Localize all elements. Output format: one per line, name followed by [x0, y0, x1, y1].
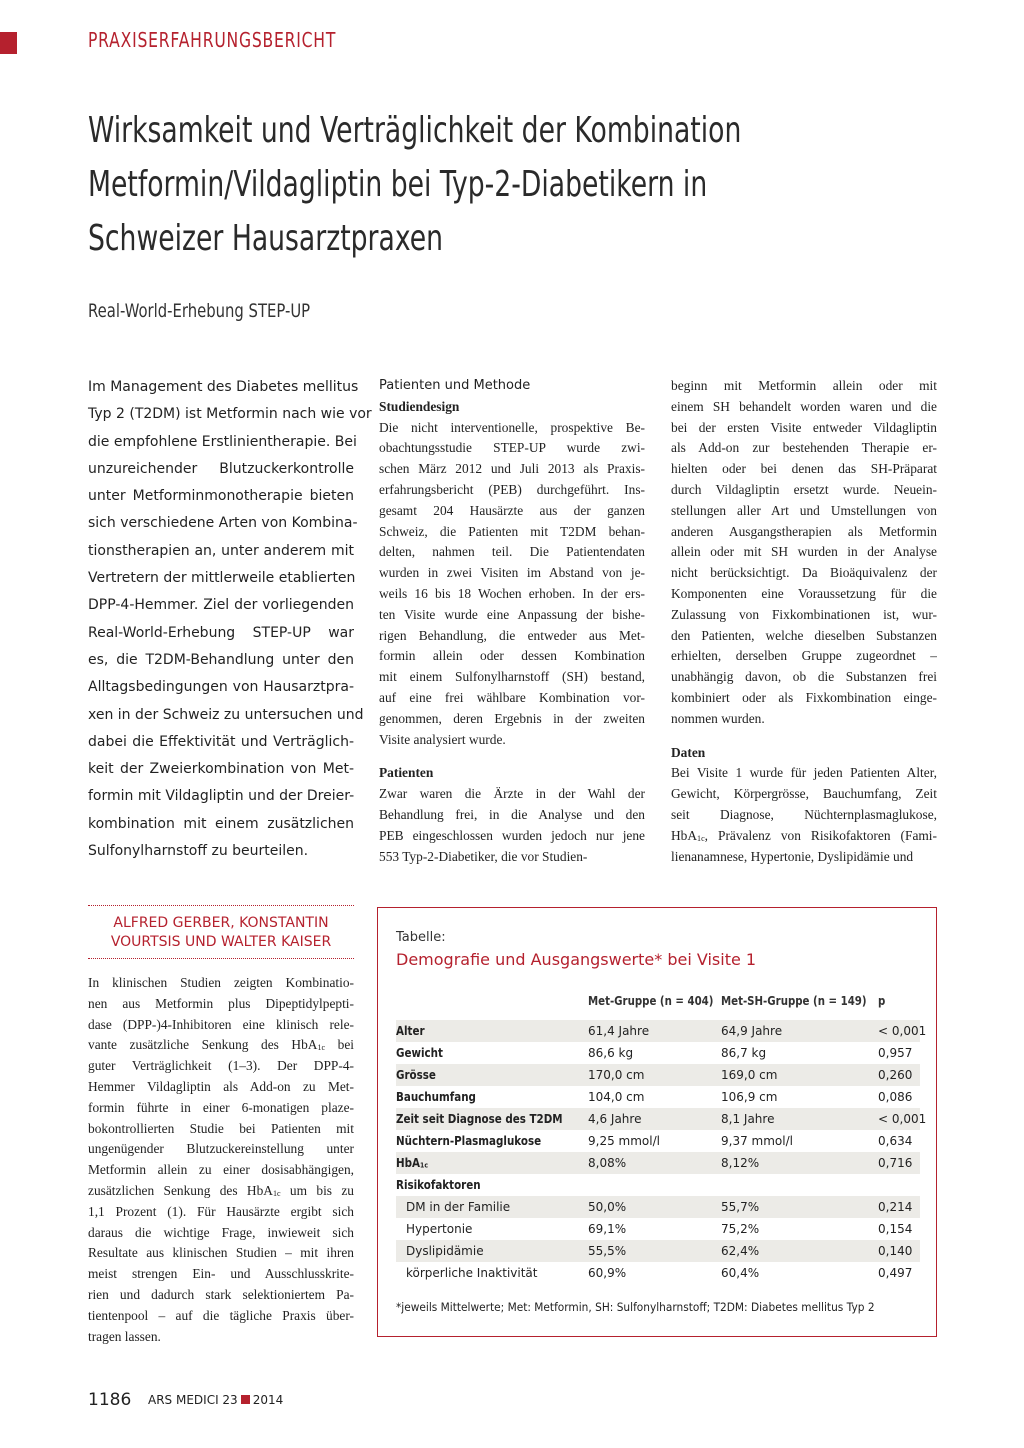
- text-line: bokontrollierten Studie bei Patienten mit: [88, 1120, 354, 1136]
- text-line: genommen, deren Ergebnis in der zweiten: [379, 710, 645, 726]
- paragraph: [379, 418, 645, 751]
- table-cell-label: HbA$_{1c}$: [396, 1156, 428, 1170]
- table-row: [396, 1130, 920, 1152]
- text-line: formin führte in einer 6-monatigen plaze-: [88, 1099, 354, 1115]
- intro-abstract: [88, 374, 372, 865]
- text-line: stellungen aller Art und Umstellungen von: [671, 502, 937, 518]
- text-line: delten, nahmen teil. Die Patientendaten: [379, 544, 645, 560]
- text-line: Metformin allein zu einer dosisabhängigen,: [88, 1162, 354, 1178]
- table-header-cell: p: [878, 994, 886, 1008]
- table-cell-metsh: 86,7 kg: [721, 1046, 767, 1060]
- title-line: Schweizer Hausarztpraxen: [88, 218, 444, 259]
- subsection-heading: Daten: [671, 744, 706, 760]
- text-line: nommen wurden.: [671, 710, 765, 726]
- text-line: als Add-on zur bestehenden Therapie er-: [671, 440, 937, 456]
- table-cell-met: 61,4 Jahre: [588, 1024, 650, 1038]
- intro-line: die empfohlene Erstlinientherapie. Bei: [88, 433, 357, 450]
- section-marker: [0, 32, 17, 54]
- subsection-heading: Patienten: [379, 765, 434, 781]
- intro-line: tionstherapien an, unter anderem mit: [88, 542, 354, 559]
- table-cell-met: 69,1%: [588, 1222, 627, 1236]
- text-line: Behandlung frei, in die Analyse und den: [379, 806, 645, 822]
- text-line: tientenpool – auf die tägliche Praxis über-: [88, 1307, 354, 1323]
- table-header: [396, 994, 920, 1014]
- table-cell-p: 0,716: [878, 1156, 913, 1170]
- table-cell-p: < 0,001: [878, 1112, 927, 1126]
- table-cell-label: Risikofaktoren: [396, 1178, 481, 1192]
- table-title: Demografie und Ausgangswerte* bei Visite 1: [396, 950, 757, 969]
- table-cell-metsh: 64,9 Jahre: [721, 1024, 783, 1038]
- text-line: vante zusätzliche Senkung des HbA$_{1c}$ bei: [88, 1037, 354, 1053]
- table-cell-met: 104,0 cm: [588, 1090, 645, 1104]
- text-line: erhielten, derselben Gruppe zugeordnet –: [671, 648, 937, 664]
- text-line: rien und dadurch stark selektioniertem Pa-: [88, 1286, 354, 1302]
- intro-line: es, die T2DM-Behandlung unter den: [88, 651, 354, 668]
- table-cell-p: 0,634: [878, 1134, 913, 1148]
- text-line: durch Vildagliptin ersetzt wurde. Neuein-: [671, 481, 937, 497]
- text-line: Zwar waren die Ärzte in der Wahl der: [379, 786, 645, 802]
- table-cell-metsh: 62,4%: [721, 1244, 760, 1258]
- text-line: In klinischen Studien zeigten Kombinatio-: [88, 975, 354, 990]
- text-line: meist strengen Ein- und Ausschlusskrite-: [88, 1266, 354, 1282]
- intro-line: DPP-4-Hemmer. Ziel der vorliegenden: [88, 597, 354, 614]
- table-cell-label: Hypertonie: [406, 1222, 473, 1236]
- table-header-cell: Met-SH-Gruppe (n = 149): [721, 994, 867, 1008]
- body-column-middle: [379, 376, 645, 867]
- table-footnote: *jeweils Mittelwerte; Met: Metformin, SH: Sulfonylharnstoff; T2DM: Diabetes mellitus Typ 2: [396, 1300, 875, 1314]
- intro-line: Alltagsbedingungen von Hausarztpra-: [88, 679, 354, 696]
- text-line: schen März 2012 und Juli 2013 als Praxis-: [379, 461, 645, 477]
- table-row: [396, 1020, 927, 1042]
- table-cell-p: 0,154: [878, 1222, 913, 1236]
- paragraph: [671, 763, 937, 867]
- intro-line: unter Metforminmonotherapie bieten: [88, 488, 354, 505]
- intro-line: keit der Zweierkombination von Met-: [88, 761, 354, 778]
- intro-line: kombination mit einem zusätzlichen: [88, 815, 354, 832]
- table-cell-label: Dyslipidämie: [406, 1244, 484, 1258]
- table-cell-p: 0,140: [878, 1244, 913, 1258]
- table-cell-met: 86,6 kg: [588, 1046, 634, 1060]
- text-line: Bei Visite 1 wurde für jeden Patienten Alter,: [671, 765, 937, 781]
- journal-name: ARS MEDICI 23: [148, 1393, 238, 1407]
- intro-line: Im Management des Diabetes mellitus: [88, 379, 359, 395]
- text-line: seit Diagnose, Nüchternplasmaglukose,: [671, 806, 937, 822]
- table-cell-metsh: 60,4%: [721, 1266, 760, 1280]
- table-row: [396, 1042, 920, 1064]
- paragraph: [671, 376, 937, 730]
- text-line: gesamt 204 Hausärzte aus der ganzen: [379, 502, 645, 518]
- text-line: allein oder mit SH wurden in der Analyse: [671, 544, 937, 560]
- intro-line: sich verschiedene Arten von Kombina-: [88, 515, 358, 532]
- intro-line: unzureichender Blutzuckerkontrolle: [88, 460, 354, 477]
- table-cell-met: 4,6 Jahre: [588, 1112, 642, 1126]
- table-cell-label: Zeit seit Diagnose des T2DM: [396, 1112, 563, 1126]
- table-row: [396, 1108, 927, 1130]
- square-icon: [241, 1395, 250, 1404]
- table-cell-metsh: 106,9 cm: [721, 1090, 778, 1104]
- body-column-right: [671, 376, 937, 867]
- text-line: nicht berücksichtigt. Da Bioäquivalenz der: [671, 565, 937, 581]
- text-line: guter Verträglichkeit (1–3). Der DPP-4-: [88, 1058, 354, 1074]
- text-line: erfahrungsbericht (PEB) durchgeführt. Ins-: [379, 481, 645, 497]
- intro-line: Real-World-Erhebung STEP-UP war: [88, 624, 354, 641]
- table-cell-label: Nüchtern-Plasmaglukose: [396, 1134, 542, 1148]
- body-column-left: [88, 973, 354, 1347]
- article-title: [88, 104, 902, 266]
- text-line: anderen Ausgangstherapien als Metformin: [671, 523, 937, 539]
- text-line: auf eine frei wählbare Kombination vor-: [379, 689, 645, 705]
- paragraph: [379, 784, 645, 867]
- table-cell-metsh: 169,0 cm: [721, 1068, 778, 1082]
- text-line: 553 Typ-2-Diabetiker, die vor Studien-: [379, 848, 588, 864]
- title-line: Wirksamkeit und Verträglichkeit der Kombination: [88, 110, 742, 151]
- text-line: einem SH behandelt worden waren und die: [671, 398, 937, 414]
- journal-info: [148, 1393, 283, 1407]
- section-label: PRAXISERFAHRUNGSBERICHT: [88, 28, 337, 52]
- text-line: den Patienten, welche dieselben Substanzen: [671, 627, 937, 643]
- text-line: wurden in zwei Visiten im Abstand von je-: [379, 565, 645, 581]
- text-line: rigen Behandlung, die entweder aus Met-: [379, 627, 645, 643]
- table-cell-p: 0,260: [878, 1068, 913, 1082]
- text-line: unabhängig davon, ob die Substanzen frei: [671, 669, 937, 685]
- text-line: formin allein oder dessen Kombination: [379, 648, 645, 664]
- text-line: ungenügender Blutzuckereinstellung unter: [88, 1141, 354, 1157]
- text-line: Zulassung von Fixkombinationen ist, wur-: [671, 606, 937, 622]
- table-cell-metsh: 8,1 Jahre: [721, 1112, 775, 1126]
- table-cell-p: < 0,001: [878, 1024, 927, 1038]
- table-cell-metsh: 8,12%: [721, 1156, 760, 1170]
- text-line: Resultate aus klinischen Studien – mit ihren: [88, 1245, 354, 1261]
- table-cell-label: Alter: [396, 1024, 425, 1038]
- text-line: HbA$_{1c}$, Prävalenz von Risikofaktoren (Fami-: [671, 827, 937, 843]
- text-line: nen aus Metformin plus Dipeptidylpepti-: [88, 995, 354, 1011]
- text-line: bei der ersten Visite entweder Vildagliptin: [671, 419, 937, 435]
- table-cell-label: Bauchumfang: [396, 1090, 476, 1104]
- table-row: [396, 1262, 920, 1284]
- table-cell-label: körperliche Inaktivität: [406, 1266, 538, 1280]
- journal-year: 2014: [252, 1393, 284, 1407]
- table-row: [396, 1196, 920, 1218]
- text-line: dase (DPP-)4-Inhibitoren eine klinisch rele-: [88, 1016, 354, 1032]
- section-heading: Patienten und Methode: [379, 378, 531, 393]
- table-cell-label: Gewicht: [396, 1046, 443, 1060]
- table-cell-metsh: 9,37 mmol/l: [721, 1134, 793, 1148]
- table-cell-label: DM in der Familie: [406, 1200, 511, 1214]
- table-row: [396, 1240, 920, 1262]
- table-cell-met: 9,25 mmol/l: [588, 1134, 660, 1148]
- intro-line: Vertretern der mittlerweile etablierten: [88, 570, 356, 587]
- article-subtitle: Real-World-Erhebung STEP-UP: [88, 300, 311, 322]
- intro-line: dabei die Effektivität und Verträglich-: [88, 733, 354, 750]
- text-line: tragen lassen.: [88, 1328, 161, 1344]
- text-line: Die nicht interventionelle, prospektive Be-: [379, 419, 645, 435]
- text-line: Komponenten eine Voraussetzung für die: [671, 585, 937, 601]
- table-row: [396, 1174, 920, 1196]
- table-cell-label: Grösse: [396, 1068, 436, 1082]
- text-line: zusätzlichen Senkung des HbA$_{1c}$ um bis zu: [88, 1182, 354, 1198]
- text-line: obachtungsstudie STEP-UP wurde zwi-: [379, 440, 645, 456]
- table-body: [396, 1020, 927, 1284]
- table-cell-met: 60,9%: [588, 1266, 627, 1280]
- authors: ALFRED GERBER, KONSTANTIN VOURTSIS UND WALTER KAISER: [88, 905, 354, 959]
- table-label: Tabelle:: [396, 930, 446, 945]
- text-line: weils 16 bis 18 Wochen erhoben. In der ers-: [379, 585, 645, 601]
- table-cell-met: 170,0 cm: [588, 1068, 645, 1082]
- intro-line: formin mit Vildagliptin und der Dreier-: [88, 788, 355, 805]
- text-line: Hemmer Vildagliptin als Add-on zu Met-: [88, 1078, 354, 1094]
- table-row: [396, 1218, 920, 1240]
- table-header-cell: Met-Gruppe (n = 404): [588, 994, 714, 1008]
- text-line: Schweiz, die Patienten mit T2DM behan-: [379, 523, 645, 539]
- table-row: [396, 1152, 920, 1174]
- page-number: 1186: [88, 1390, 132, 1410]
- table-box: [377, 907, 937, 1337]
- table-cell-p: 0,214: [878, 1200, 913, 1214]
- text-line: Gewicht, Körpergrösse, Bauchumfang, Zeit: [671, 786, 937, 802]
- table-cell-met: 55,5%: [588, 1244, 627, 1258]
- text-line: mit einem Sulfonylharnstoff (SH) bestand,: [379, 669, 645, 685]
- text-line: 1,1 Prozent (1). Für Hausärzte ergibt sich: [88, 1203, 354, 1219]
- table-cell-p: 0,497: [878, 1266, 913, 1280]
- text-line: hielten oder bei denen das SH-Präparat: [671, 461, 937, 477]
- table-cell-p: 0,086: [878, 1090, 913, 1104]
- intro-line: Typ 2 (T2DM) ist Metformin nach wie vor: [88, 406, 372, 423]
- text-line: beginn mit Metformin allein oder mit: [671, 378, 937, 393]
- table-cell-met: 8,08%: [588, 1156, 627, 1170]
- intro-line: xen in der Schweiz zu untersuchen und: [88, 706, 364, 723]
- text-line: lienanamnese, Hypertonie, Dyslipidämie und: [671, 848, 914, 864]
- text-line: ten Visite wurde eine Anpassung der bishe-: [379, 606, 645, 622]
- table-row: [396, 1064, 920, 1086]
- table-cell-metsh: 75,2%: [721, 1222, 760, 1236]
- intro-line: Sulfonylharnstoff zu beurteilen.: [88, 843, 309, 860]
- text-line: daraus die wichtige Frage, inwieweit sich: [88, 1224, 354, 1240]
- text-line: PEB eingeschlossen wurden jedoch nur jene: [379, 827, 645, 843]
- table-row: [396, 1086, 920, 1108]
- text-line: Visite analysiert wurde.: [379, 731, 506, 747]
- title-line: Metformin/Vildagliptin bei Typ-2-Diabetikern in: [88, 164, 708, 205]
- table-cell-met: 50,0%: [588, 1200, 627, 1214]
- table-cell-p: 0,957: [878, 1046, 913, 1060]
- text-line: kombiniert oder als Fixkombination einge-: [671, 689, 937, 705]
- subsection-heading: Studiendesign: [379, 398, 460, 414]
- table-cell-metsh: 55,7%: [721, 1200, 760, 1214]
